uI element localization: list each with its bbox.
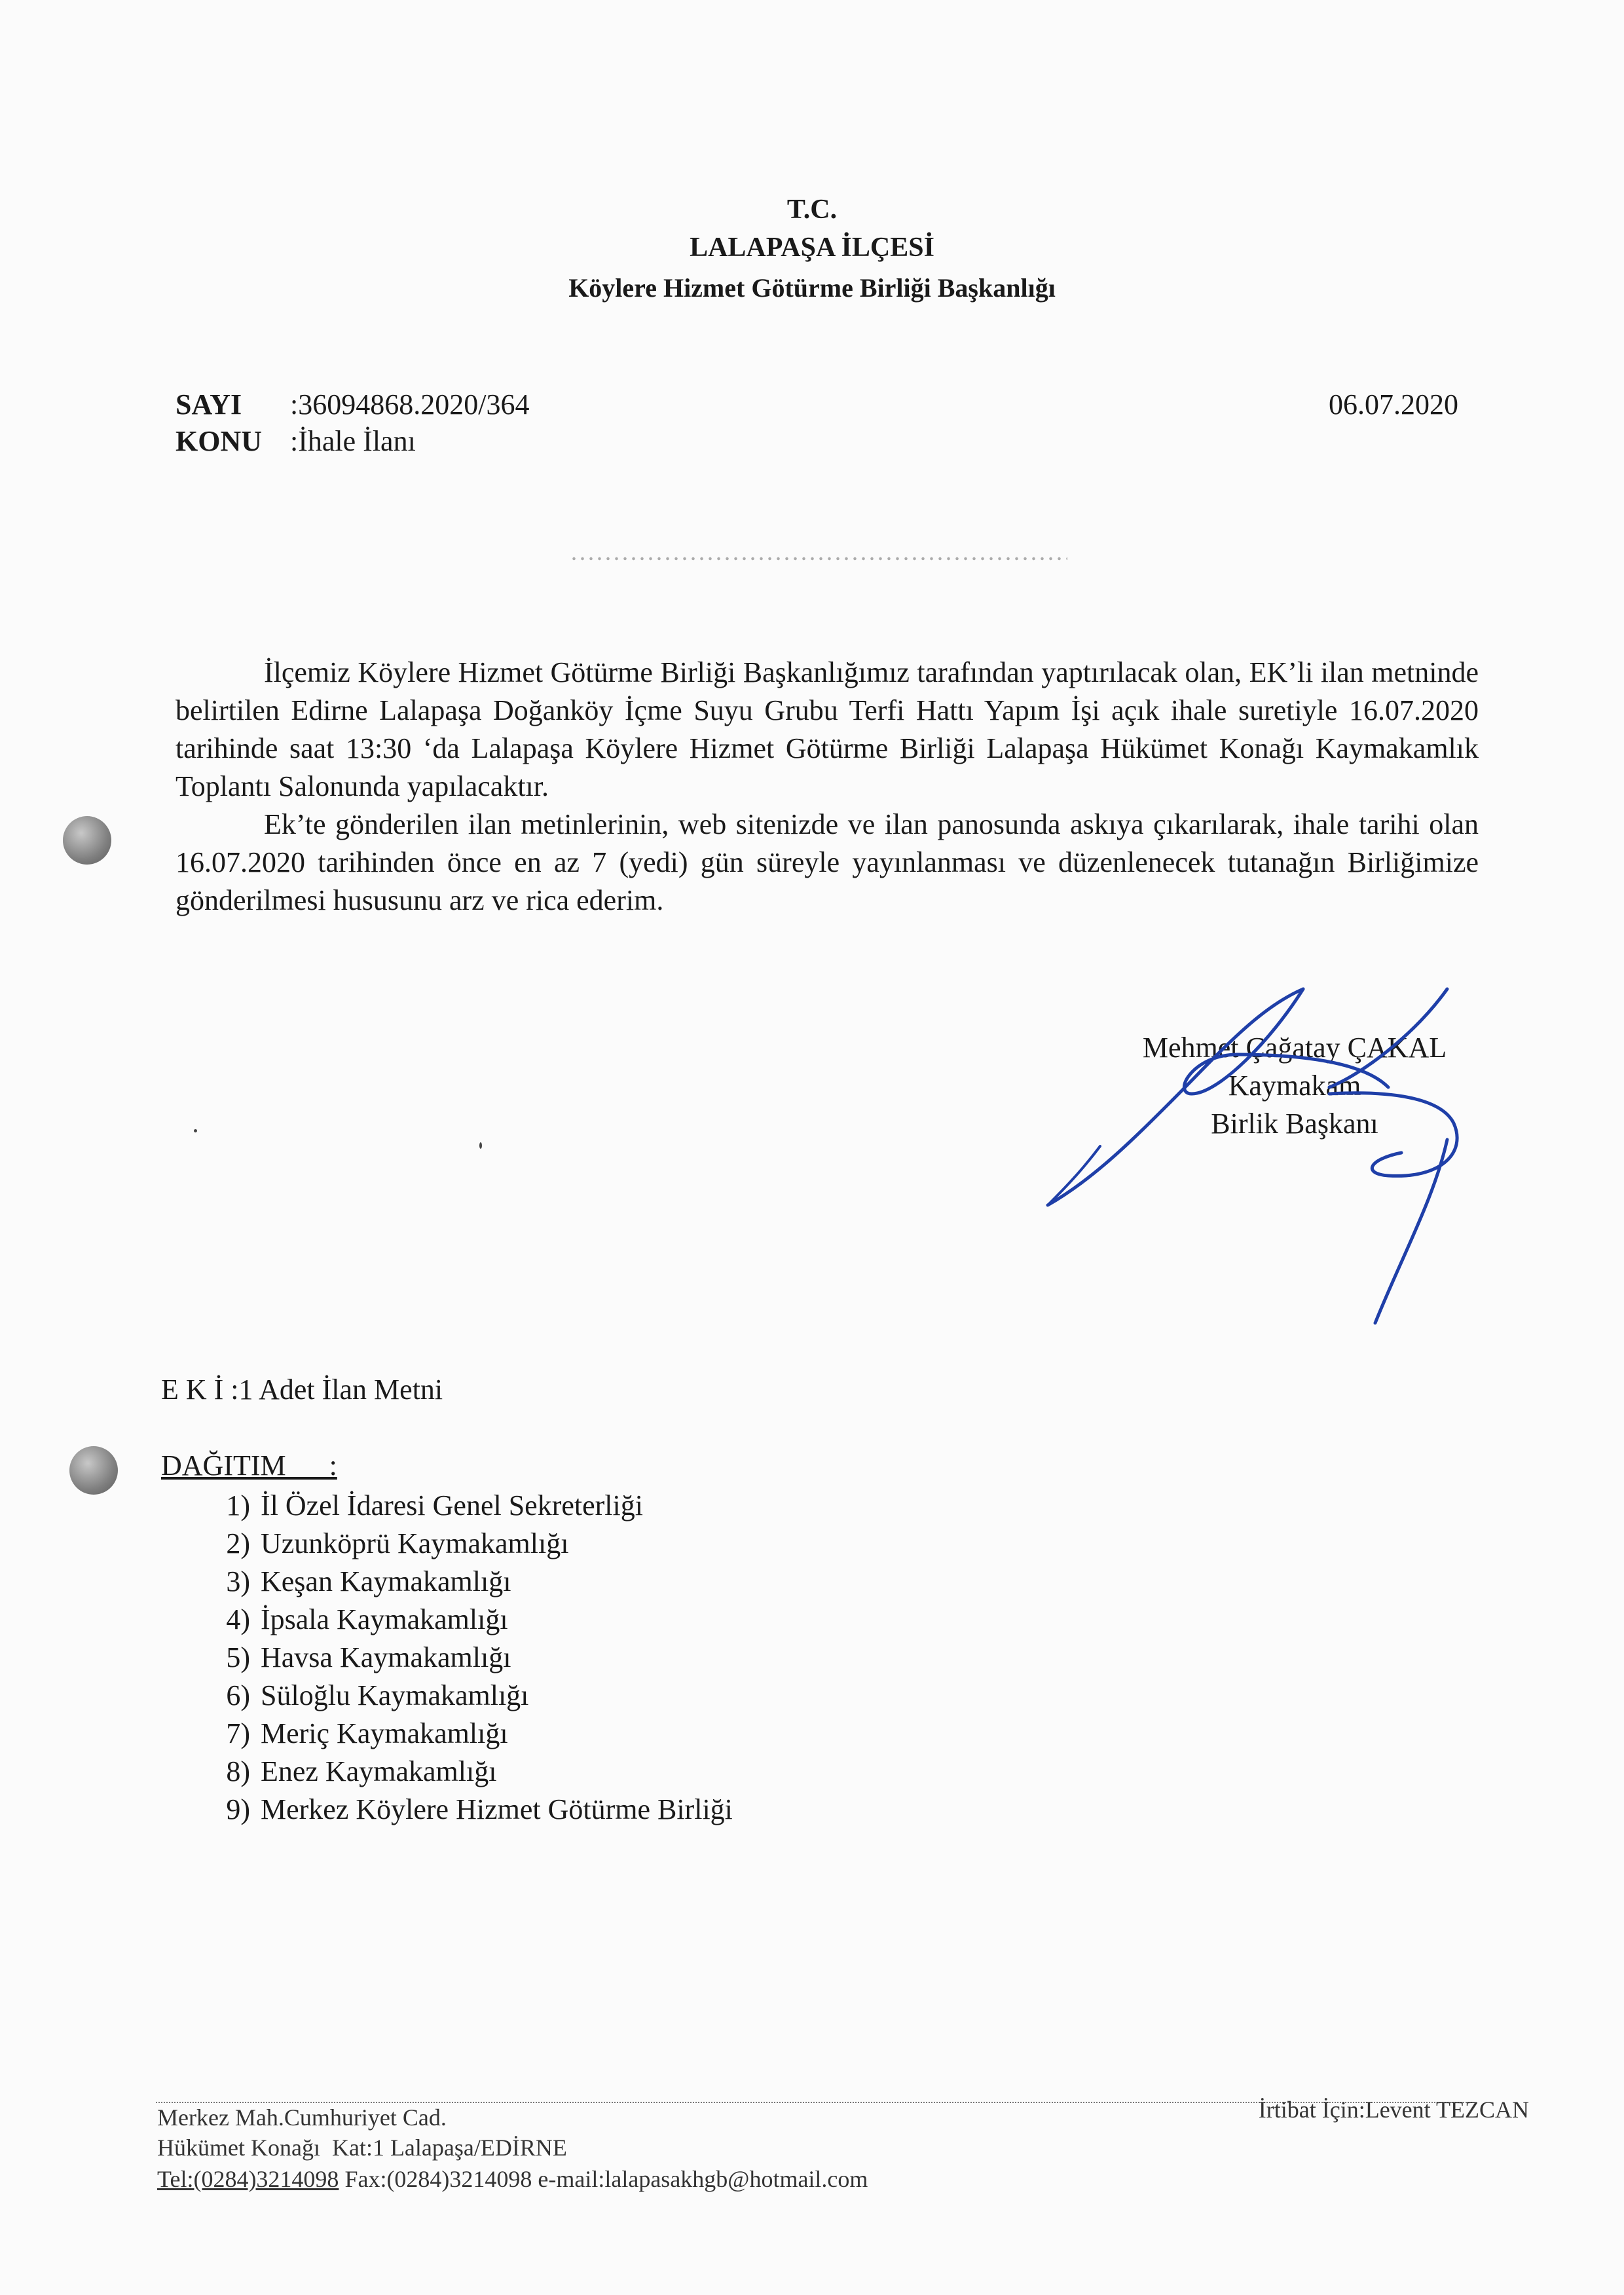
footer-contact-line: [157, 2165, 868, 2193]
list-item: 1) İl Özel İdaresi Genel Sekreterliği: [226, 1489, 643, 1521]
footer-address-line-2: Hükümet Konağı Kat:1 Lalapaşa/EDİRNE: [157, 2135, 567, 2161]
konu-row: [175, 424, 416, 458]
header-line-tc: T.C.: [786, 195, 838, 225]
signatory-role: Birlik Başkanı: [1211, 1108, 1378, 1140]
signatory-title: Kaymakam: [1228, 1070, 1361, 1102]
signatory-name: Mehmet Çağatay ÇAKAL: [1142, 1032, 1447, 1064]
konu-label: KONU: [175, 425, 262, 457]
paper-speck: [479, 1142, 482, 1149]
list-item: 4) İpsala Kaymakamlığı: [226, 1603, 508, 1635]
footer-fax-email: Fax:(0284)3214098 e-mail:lalapasakhgb@hotmail.com: [339, 2166, 868, 2192]
dotted-divider: [570, 555, 1067, 562]
list-item: 9) Merkez Köylere Hizmet Götürme Birliği: [226, 1793, 733, 1825]
list-item: 3) Keşan Kaymakamlığı: [226, 1565, 511, 1597]
punch-hole: [69, 1446, 118, 1495]
list-item: 7) Meriç Kaymakamlığı: [226, 1717, 508, 1749]
sayi-row: [175, 388, 529, 421]
list-item: 2) Uzunköprü Kaymakamlığı: [226, 1527, 569, 1559]
punch-hole: [63, 816, 111, 865]
list-item: 5) Havsa Kaymakamlığı: [226, 1641, 511, 1673]
distribution-list: [206, 1487, 733, 1829]
attachment-line: E K İ :1 Adet İlan Metni: [161, 1373, 443, 1406]
footer-contact-person: İrtibat İçin:Levent TEZCAN: [1258, 2097, 1529, 2123]
footer-address-line-1: Merkez Mah.Cumhuriyet Cad.: [157, 2104, 447, 2131]
header-institution: Köylere Hizmet Götürme Birliği Başkanlığı: [568, 273, 1056, 303]
list-item: 6) Süloğlu Kaymakamlığı: [226, 1679, 529, 1711]
konu-value: :İhale İlanı: [290, 425, 416, 457]
document-date: 06.07.2020: [1329, 388, 1458, 420]
body-paragraph-1: İlçemiz Köylere Hizmet Götürme Birliği Başkanlığımız tarafından yaptırılacak olan, EK’li ilan metninde belirtilen Edirne Lalapaşa Doğanköy İçme Suyu Grubu Terfi Hattı Yapım İşi açık ihale suretiyle 16.07.2020 tarihinde saat 13:30 ‘da Lalapaşa Köylere Hizmet Götürme Birliği Lalapaşa Hükümet Konağı Kaymakamlık Toplantı Salonunda yapılacaktır.: [175, 656, 1479, 802]
sayi-value: :36094868.2020/364: [290, 388, 530, 420]
handwritten-signature: [1022, 982, 1493, 1336]
footer-tel: Tel:(0284)3214098: [157, 2166, 339, 2192]
distribution-label: DAĞITIM :: [161, 1449, 337, 1482]
list-item: 8) Enez Kaymakamlığı: [226, 1755, 497, 1787]
header-district: LALAPAŞA İLÇESİ: [690, 233, 934, 263]
sayi-label: SAYI: [175, 388, 242, 420]
paper-speck: [194, 1129, 197, 1132]
body-paragraph-2: Ek’te gönderilen ilan metinlerinin, web sitenizde ve ilan panosunda askıya çıkarılarak, ihale tarihi olan 16.07.2020 tarihinden önce en az 7 (yedi) gün süreyle yayınlanması ve düzenlenecek tutanağın Birliğimize gönderilmesi hususunu arz ve rica ederim.: [175, 808, 1479, 916]
